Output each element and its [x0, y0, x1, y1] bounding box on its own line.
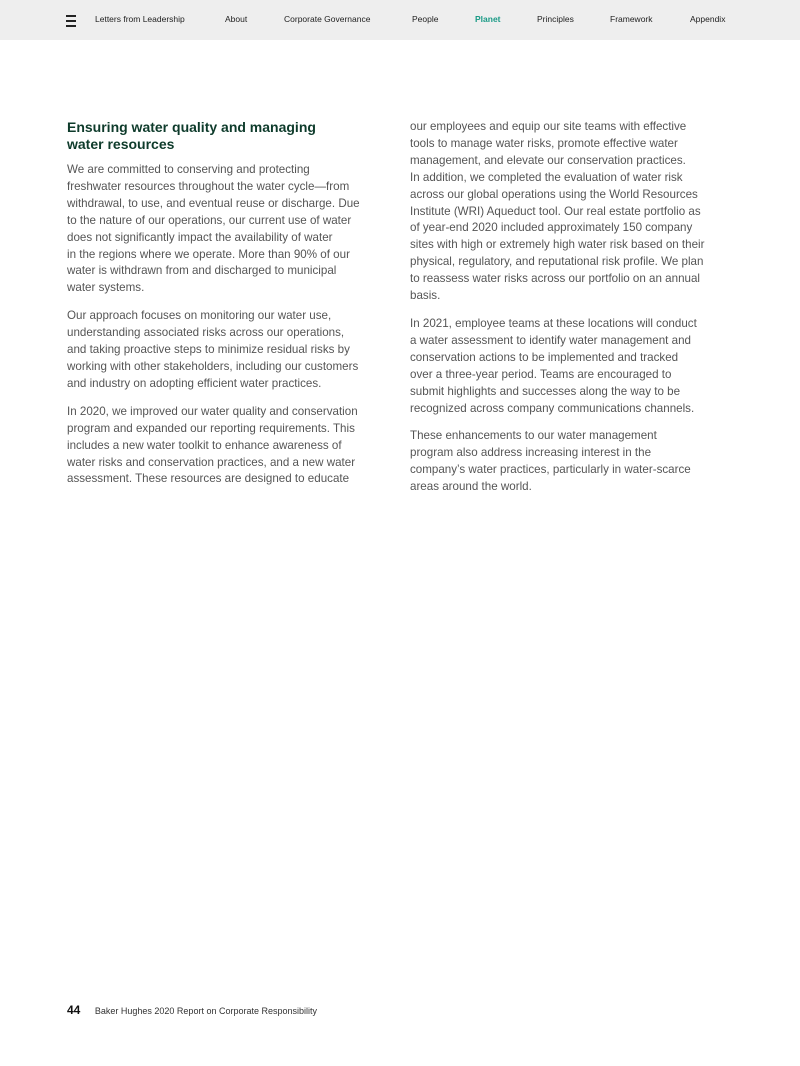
column-right	[410, 119, 740, 507]
nav-letters-from-leadership[interactable]: Letters from Leadership	[95, 14, 185, 24]
text-line: freshwater resources throughout the water cycle—from	[67, 179, 350, 193]
text-line: sites with high or extremely high water risk based on their	[410, 238, 705, 252]
nav-principles[interactable]: Principles	[537, 14, 574, 24]
text-line: does not significantly impact the availability of water	[67, 230, 333, 244]
paragraph	[67, 404, 397, 489]
report-title: Baker Hughes 2020 Report on Corporate Responsibility	[94, 1006, 318, 1016]
text-line: recognized across company communications channels.	[410, 401, 695, 415]
paragraph	[67, 308, 397, 393]
text-line: program also address increasing interest in the	[410, 446, 652, 460]
heading-line: water resources	[67, 136, 175, 152]
nav-about[interactable]: About	[225, 14, 248, 24]
text-line: submit highlights and successes along the way to be	[410, 384, 681, 398]
text-line: areas around the world.	[410, 480, 532, 494]
paragraph	[410, 316, 740, 417]
nav-framework[interactable]: Framework	[610, 14, 653, 24]
text-line: includes a new water toolkit to enhance awareness of	[67, 438, 342, 452]
text-line: to reassess water risks across our portfolio on an annual	[410, 272, 700, 286]
text-line: across our global operations using the World Resources	[410, 187, 698, 201]
text-line: physical, regulatory, and reputational risk profile. We plan	[410, 255, 704, 269]
text-line: tools to manage water risks, promote effective water	[410, 136, 678, 150]
section-heading	[67, 119, 397, 153]
text-line: In 2021, employee teams at these locations will conduct	[410, 316, 697, 330]
text-line: and taking proactive steps to minimize residual risks by	[67, 343, 350, 357]
page-number: 44	[67, 1003, 81, 1017]
paragraph	[410, 428, 740, 496]
text-line: basis.	[410, 289, 441, 303]
text-line: water is withdrawn from and discharged to municipal	[67, 264, 337, 278]
text-line: understanding associated risks across our operations,	[67, 326, 345, 340]
nav-corporate-governance[interactable]: Corporate Governance	[284, 14, 371, 24]
paragraph	[67, 162, 397, 297]
page-footer	[67, 1003, 317, 1017]
nav-planet[interactable]: Planet	[475, 14, 501, 24]
hamburger-menu-icon[interactable]	[66, 12, 76, 28]
text-line: water systems.	[67, 281, 145, 295]
heading-line: Ensuring water quality and managing	[67, 119, 316, 135]
nav-people[interactable]: People	[412, 14, 439, 24]
text-line: Institute (WRI) Aqueduct tool. Our real estate portfolio as	[410, 204, 701, 218]
text-line: of year-end 2020 included approximately 150 company	[410, 221, 693, 235]
top-navigation	[0, 0, 800, 40]
text-line: In 2020, we improved our water quality and conservation	[67, 404, 358, 418]
text-line: working with other stakeholders, including our customers	[67, 359, 359, 373]
text-line: and industry on adopting efficient water practices.	[67, 376, 322, 390]
text-line: In addition, we completed the evaluation of water risk	[410, 170, 683, 184]
nav-appendix[interactable]: Appendix	[690, 14, 726, 24]
text-line: Our approach focuses on monitoring our water use,	[67, 309, 332, 323]
text-line: assessment. These resources are designed to educate	[67, 472, 350, 486]
column-left	[67, 119, 397, 499]
text-line: in the regions where we operate. More than 90% of our	[67, 247, 350, 261]
text-line: program and expanded our reporting requirements. This	[67, 421, 355, 435]
text-line: conservation actions to be implemented and tracked	[410, 350, 679, 364]
text-line: over a three-year period. Teams are encouraged to	[410, 367, 672, 381]
text-line: withdrawal, to use, and eventual reuse or discharge. Due	[67, 196, 360, 210]
text-line: a water assessment to identify water management and	[410, 333, 691, 347]
paragraph	[410, 119, 740, 305]
text-line: company’s water practices, particularly in water-scarce	[410, 463, 691, 477]
text-line: management, and elevate our conservation practices.	[410, 153, 686, 167]
text-line: These enhancements to our water management	[410, 429, 657, 443]
text-line: We are committed to conserving and protecting	[67, 163, 310, 176]
text-line: to the nature of our operations, our current use of water	[67, 213, 352, 227]
text-line: water risks and conservation practices, and a new water	[67, 455, 356, 469]
text-line: our employees and equip our site teams with effective	[410, 120, 687, 133]
